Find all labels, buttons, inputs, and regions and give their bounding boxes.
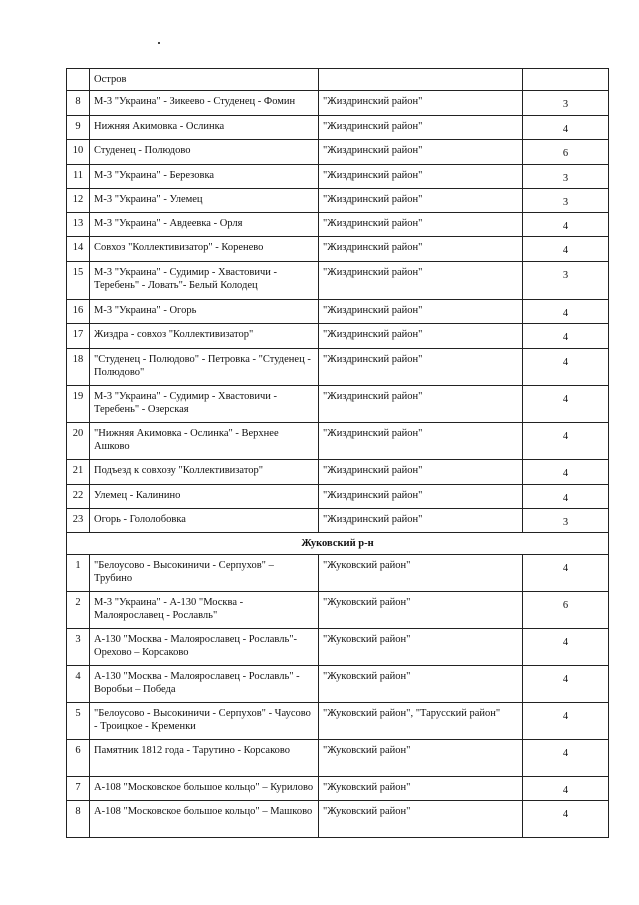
row-number: 18 xyxy=(67,349,90,386)
district-name: "Жиздринский район" xyxy=(319,140,523,165)
road-name: М-3 "Украина" - А-130 "Москва - Малоярославец - Рославль" xyxy=(90,592,319,629)
lane-count: 3 xyxy=(523,262,609,300)
row-number: 6 xyxy=(67,740,90,777)
row-number: 3 xyxy=(67,629,90,666)
table-row xyxy=(67,629,609,666)
lane-count: 4 xyxy=(523,213,609,237)
row-number: 20 xyxy=(67,423,90,460)
row-number: 10 xyxy=(67,140,90,165)
table-row xyxy=(67,777,609,801)
district-name: "Жуковский район" xyxy=(319,666,523,703)
district-name: "Жуковский район" xyxy=(319,555,523,592)
road-name: "Нижняя Акимовка - Ослинка" - Верхнее Ашково xyxy=(90,423,319,460)
lane-count: 6 xyxy=(523,592,609,629)
table-row xyxy=(67,237,609,262)
row-number: 12 xyxy=(67,189,90,213)
lane-count xyxy=(523,69,609,91)
lane-count: 3 xyxy=(523,165,609,189)
table-row xyxy=(67,69,609,91)
row-number: 4 xyxy=(67,666,90,703)
road-name: М-3 "Украина" - Улемец xyxy=(90,189,319,213)
road-name: Совхоз "Коллективизатор" - Коренево xyxy=(90,237,319,262)
lane-count: 4 xyxy=(523,666,609,703)
table-row xyxy=(67,91,609,116)
lane-count: 4 xyxy=(523,460,609,485)
lane-count: 4 xyxy=(523,777,609,801)
lane-count: 4 xyxy=(523,116,609,140)
district-name: "Жуковский район" xyxy=(319,592,523,629)
district-name xyxy=(319,69,523,91)
row-number: 22 xyxy=(67,485,90,509)
row-number: 8 xyxy=(67,801,90,838)
table-row xyxy=(67,485,609,509)
road-name: Подъезд к совхозу "Коллективизатор" xyxy=(90,460,319,485)
scan-speck xyxy=(158,42,160,44)
lane-count: 4 xyxy=(523,324,609,349)
table-row xyxy=(67,140,609,165)
lane-count: 4 xyxy=(523,801,609,838)
table-row xyxy=(67,324,609,349)
row-number: 19 xyxy=(67,386,90,423)
district-name: "Жуковский район" xyxy=(319,629,523,666)
lane-count: 4 xyxy=(523,423,609,460)
lane-count: 4 xyxy=(523,300,609,324)
table-row xyxy=(67,116,609,140)
table-row xyxy=(67,386,609,423)
row-number: 15 xyxy=(67,262,90,300)
lane-count: 3 xyxy=(523,189,609,213)
district-name: "Жиздринский район" xyxy=(319,485,523,509)
row-number: 2 xyxy=(67,592,90,629)
lane-count: 4 xyxy=(523,555,609,592)
road-name: Огорь - Гололобовка xyxy=(90,509,319,533)
district-name: "Жиздринский район" xyxy=(319,423,523,460)
table-row xyxy=(67,213,609,237)
district-name: "Жуковский район", "Тарусский район" xyxy=(319,703,523,740)
lane-count: 6 xyxy=(523,140,609,165)
section-header-row xyxy=(67,533,609,555)
district-name: "Жиздринский район" xyxy=(319,509,523,533)
district-name: "Жиздринский район" xyxy=(319,324,523,349)
district-name: "Жиздринский район" xyxy=(319,386,523,423)
lane-count: 4 xyxy=(523,386,609,423)
road-name: "Студенец - Полюдово" - Петровка - "Студенец - Полюдово" xyxy=(90,349,319,386)
road-name: Памятник 1812 года - Тарутино - Корсаково xyxy=(90,740,319,777)
district-name: "Жиздринский район" xyxy=(319,213,523,237)
row-number: 7 xyxy=(67,777,90,801)
district-name: "Жиздринский район" xyxy=(319,165,523,189)
lane-count: 3 xyxy=(523,91,609,116)
row-number: 1 xyxy=(67,555,90,592)
district-name: "Жиздринский район" xyxy=(319,91,523,116)
row-number xyxy=(67,69,90,91)
row-number: 14 xyxy=(67,237,90,262)
district-name: "Жиздринский район" xyxy=(319,116,523,140)
lane-count: 4 xyxy=(523,485,609,509)
table-row xyxy=(67,262,609,300)
row-number: 21 xyxy=(67,460,90,485)
district-name: "Жуковский район" xyxy=(319,801,523,838)
road-name: А-108 "Московское большое кольцо" – Курилово xyxy=(90,777,319,801)
road-name: Улемец - Калинино xyxy=(90,485,319,509)
row-number: 16 xyxy=(67,300,90,324)
lane-count: 3 xyxy=(523,509,609,533)
table-row xyxy=(67,349,609,386)
district-name: "Жиздринский район" xyxy=(319,189,523,213)
section-title: Жуковский р-н xyxy=(67,533,609,555)
road-name: М-3 "Украина" - Огорь xyxy=(90,300,319,324)
table-row xyxy=(67,189,609,213)
row-number: 17 xyxy=(67,324,90,349)
table-row xyxy=(67,740,609,777)
row-number: 5 xyxy=(67,703,90,740)
road-name: А-130 "Москва - Малоярославец - Рославль"- Орехово – Корсаково xyxy=(90,629,319,666)
road-name: М-3 "Украина" - Зикеево - Студенец - Фомин xyxy=(90,91,319,116)
road-name: М-3 "Украина" - Березовка xyxy=(90,165,319,189)
district-name: "Жуковский район" xyxy=(319,777,523,801)
lane-count: 4 xyxy=(523,237,609,262)
district-name: "Жиздринский район" xyxy=(319,349,523,386)
table-row xyxy=(67,509,609,533)
table-row xyxy=(67,592,609,629)
row-number: 9 xyxy=(67,116,90,140)
road-name: Жиздра - совхоз "Коллективизатор" xyxy=(90,324,319,349)
roads-table-body xyxy=(67,69,609,838)
district-name: "Жиздринский район" xyxy=(319,237,523,262)
district-name: "Жиздринский район" xyxy=(319,460,523,485)
lane-count: 4 xyxy=(523,629,609,666)
road-name: М-3 "Украина" - Судимир - Хвастовичи - Теребень" - Озерская xyxy=(90,386,319,423)
table-row xyxy=(67,666,609,703)
table-row xyxy=(67,703,609,740)
row-number: 13 xyxy=(67,213,90,237)
lane-count: 4 xyxy=(523,703,609,740)
district-name: "Жуковский район" xyxy=(319,740,523,777)
table-row xyxy=(67,423,609,460)
road-name: Остров xyxy=(90,69,319,91)
district-name: "Жиздринский район" xyxy=(319,262,523,300)
lane-count: 4 xyxy=(523,349,609,386)
table-row xyxy=(67,801,609,838)
road-name: М-3 "Украина" - Судимир - Хвастовичи - Теребень" - Ловать"- Белый Колодец xyxy=(90,262,319,300)
table-row xyxy=(67,165,609,189)
road-name: Нижняя Акимовка - Ослинка xyxy=(90,116,319,140)
road-name: "Белоусово - Высокиничи - Серпухов" - Чаусово - Троицкое - Кременки xyxy=(90,703,319,740)
road-name: Студенец - Полюдово xyxy=(90,140,319,165)
road-name: А-130 "Москва - Малоярославец - Рославль" - Воробьи – Победа xyxy=(90,666,319,703)
district-name: "Жиздринский район" xyxy=(319,300,523,324)
table-row xyxy=(67,555,609,592)
road-name: "Белоусово - Высокиничи - Серпухов" – Трубино xyxy=(90,555,319,592)
road-name: М-3 "Украина" - Авдеевка - Орля xyxy=(90,213,319,237)
road-name: А-108 "Московское большое кольцо" – Машково xyxy=(90,801,319,838)
row-number: 8 xyxy=(67,91,90,116)
table-row xyxy=(67,300,609,324)
row-number: 23 xyxy=(67,509,90,533)
row-number: 11 xyxy=(67,165,90,189)
lane-count: 4 xyxy=(523,740,609,777)
table-row xyxy=(67,460,609,485)
roads-table xyxy=(66,68,609,838)
